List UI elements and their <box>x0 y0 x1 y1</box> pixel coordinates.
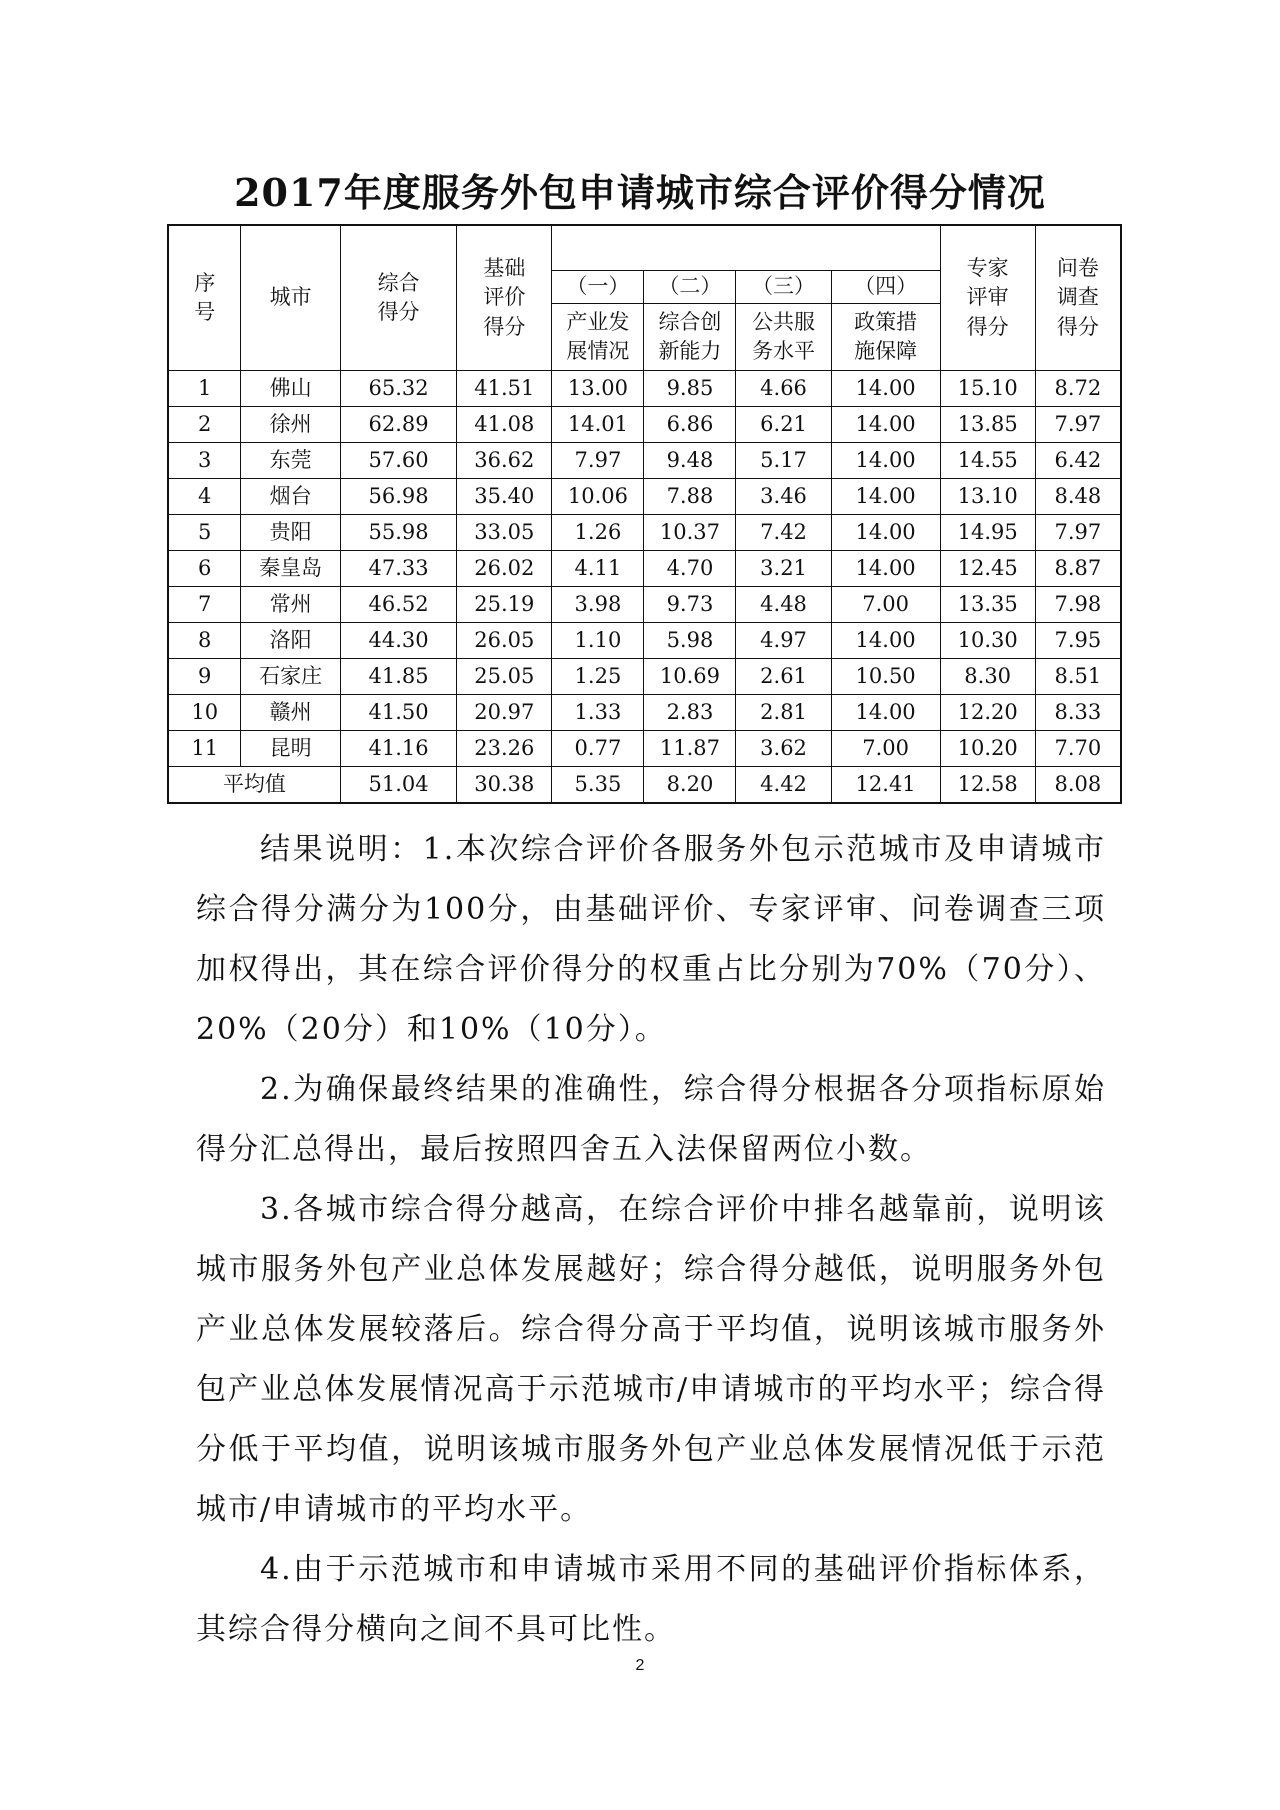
cell-expert: 14.55 <box>940 443 1035 479</box>
cell-sub-3: 2.61 <box>736 659 831 695</box>
cell-seq: 4 <box>168 479 241 515</box>
cell-sub-1: 0.77 <box>552 731 644 767</box>
cell-sub-4: 14.00 <box>831 551 940 587</box>
cell-seq: 1 <box>168 371 241 407</box>
cell-basic: 35.40 <box>457 479 552 515</box>
cell-survey: 7.95 <box>1035 623 1121 659</box>
cell-survey: 7.98 <box>1035 587 1121 623</box>
cell-expert: 13.10 <box>940 479 1035 515</box>
cell-total: 44.30 <box>340 623 456 659</box>
cell-sub-4: 10.50 <box>831 659 940 695</box>
cell-total: 65.32 <box>340 371 456 407</box>
cell-basic: 36.62 <box>457 443 552 479</box>
cell-survey: 7.97 <box>1035 407 1121 443</box>
cell-total: 41.50 <box>340 695 456 731</box>
cell-basic: 30.38 <box>457 767 552 804</box>
cell-sub-2: 9.85 <box>644 371 736 407</box>
cell-sub-1: 5.35 <box>552 767 644 804</box>
table-row <box>168 515 1121 551</box>
header-city: 城市 <box>241 225 340 371</box>
cell-seq: 6 <box>168 551 241 587</box>
cell-sub-4: 14.00 <box>831 371 940 407</box>
cell-expert: 13.35 <box>940 587 1035 623</box>
cell-sub-1: 1.25 <box>552 659 644 695</box>
cell-sub-3: 4.42 <box>736 767 831 804</box>
header-basic: 基础评价得分 <box>457 225 552 371</box>
cell-sub-3: 4.66 <box>736 371 831 407</box>
cell-survey: 8.48 <box>1035 479 1121 515</box>
cell-sub-4: 14.00 <box>831 695 940 731</box>
cell-basic: 23.26 <box>457 731 552 767</box>
cell-sub-3: 3.46 <box>736 479 831 515</box>
cell-sub-4: 7.00 <box>831 587 940 623</box>
header-sub-3-name: 公共服务水平 <box>736 304 831 371</box>
cell-city: 秦皇岛 <box>241 551 340 587</box>
cell-total: 51.04 <box>340 767 456 804</box>
table-row <box>168 587 1121 623</box>
cell-basic: 33.05 <box>457 515 552 551</box>
cell-sub-4: 14.00 <box>831 479 940 515</box>
header-sub-1-name: 产业发展情况 <box>552 304 644 371</box>
cell-total: 41.16 <box>340 731 456 767</box>
cell-seq: 10 <box>168 695 241 731</box>
note-paragraph-4: 4.由于示范城市和申请城市采用不同的基础评价指标体系，其综合得分横向之间不具可比性。 <box>196 1552 1106 1647</box>
header-sub-3-number: （三） <box>736 271 831 304</box>
cell-sub-2: 7.88 <box>644 479 736 515</box>
cell-city: 赣州 <box>241 695 340 731</box>
cell-survey: 8.72 <box>1035 371 1121 407</box>
cell-sub-1: 1.33 <box>552 695 644 731</box>
table-row <box>168 479 1121 515</box>
cell-expert: 12.20 <box>940 695 1035 731</box>
cell-total: 62.89 <box>340 407 456 443</box>
cell-expert: 10.30 <box>940 623 1035 659</box>
header-sub-4-name: 政策措施保障 <box>831 304 940 371</box>
table-row <box>168 551 1121 587</box>
cell-basic: 25.19 <box>457 587 552 623</box>
header-basic-span <box>552 225 940 271</box>
cell-survey: 8.08 <box>1035 767 1121 804</box>
cell-survey: 8.87 <box>1035 551 1121 587</box>
cell-survey: 8.51 <box>1035 659 1121 695</box>
cell-total: 57.60 <box>340 443 456 479</box>
header-sub-2-name: 综合创新能力 <box>644 304 736 371</box>
cell-sub-2: 10.37 <box>644 515 736 551</box>
header-expert: 专家评审得分 <box>940 225 1035 371</box>
cell-sub-2: 10.69 <box>644 659 736 695</box>
table-row-average <box>168 767 1121 804</box>
cell-sub-2: 8.20 <box>644 767 736 804</box>
cell-city: 贵阳 <box>241 515 340 551</box>
table-row <box>168 731 1121 767</box>
header-sub-1-number: （一） <box>552 271 644 304</box>
cell-city: 洛阳 <box>241 623 340 659</box>
cell-sub-1: 10.06 <box>552 479 644 515</box>
cell-expert: 12.58 <box>940 767 1035 804</box>
cell-seq: 11 <box>168 731 241 767</box>
cell-sub-1: 13.00 <box>552 371 644 407</box>
cell-survey: 8.33 <box>1035 695 1121 731</box>
cell-survey: 6.42 <box>1035 443 1121 479</box>
cell-total: 47.33 <box>340 551 456 587</box>
cell-city: 昆明 <box>241 731 340 767</box>
cell-total: 46.52 <box>340 587 456 623</box>
cell-sub-3: 6.21 <box>736 407 831 443</box>
note-paragraph-1: 结果说明：1.本次综合评价各服务外包示范城市及申请城市综合得分满分为100分，由基础评价、专家评审、问卷调查三项加权得出，其在综合评价得分的权重占比分别为70%（70分）、20%（20分）和10%（10分）。 <box>196 832 1106 1047</box>
cell-survey: 7.97 <box>1035 515 1121 551</box>
cell-sub-3: 3.21 <box>736 551 831 587</box>
cell-sub-4: 14.00 <box>831 443 940 479</box>
score-table <box>167 224 1122 804</box>
note-paragraph-3: 3.各城市综合得分越高，在综合评价中排名越靠前，说明该城市服务外包产业总体发展越好；综合得分越低，说明服务外包产业总体发展较落后。综合得分高于平均值，说明该城市服务外包产业总体发展情况高于示范城市/申请城市的平均水平；综合得分低于平均值，说明该城市服务外包产业总体发展情况低于示范城市/申请城市的平均水平。 <box>196 1192 1106 1527</box>
cell-expert: 12.45 <box>940 551 1035 587</box>
header-survey: 问卷调查得分 <box>1035 225 1121 371</box>
table-row <box>168 371 1121 407</box>
cell-city: 烟台 <box>241 479 340 515</box>
cell-expert: 13.85 <box>940 407 1035 443</box>
header-sub-2-number: （二） <box>644 271 736 304</box>
cell-sub-2: 5.98 <box>644 623 736 659</box>
cell-sub-2: 9.73 <box>644 587 736 623</box>
cell-sub-2: 11.87 <box>644 731 736 767</box>
cell-sub-4: 14.00 <box>831 515 940 551</box>
cell-sub-1: 7.97 <box>552 443 644 479</box>
header-row-top <box>168 225 1121 271</box>
cell-sub-1: 3.98 <box>552 587 644 623</box>
cell-expert: 15.10 <box>940 371 1035 407</box>
cell-sub-2: 2.83 <box>644 695 736 731</box>
cell-sub-1: 1.10 <box>552 623 644 659</box>
cell-city: 徐州 <box>241 407 340 443</box>
cell-city: 佛山 <box>241 371 340 407</box>
table-row <box>168 623 1121 659</box>
page-title: 2017年度服务外包申请城市综合评价得分情况 <box>234 170 1046 215</box>
cell-sub-4: 14.00 <box>831 623 940 659</box>
cell-sub-2: 6.86 <box>644 407 736 443</box>
cell-sub-1: 1.26 <box>552 515 644 551</box>
cell-basic: 26.05 <box>457 623 552 659</box>
cell-sub-2: 9.48 <box>644 443 736 479</box>
cell-sub-3: 2.81 <box>736 695 831 731</box>
cell-sub-1: 4.11 <box>552 551 644 587</box>
table-body <box>168 225 1121 803</box>
cell-sub-2: 4.70 <box>644 551 736 587</box>
table-row <box>168 659 1121 695</box>
header-sub-4-number: （四） <box>831 271 940 304</box>
cell-sub-4: 7.00 <box>831 731 940 767</box>
cell-city: 石家庄 <box>241 659 340 695</box>
cell-seq: 8 <box>168 623 241 659</box>
cell-basic: 20.97 <box>457 695 552 731</box>
page-number: 2 <box>635 1657 645 1674</box>
cell-basic: 25.05 <box>457 659 552 695</box>
cell-sub-3: 5.17 <box>736 443 831 479</box>
cell-expert: 10.20 <box>940 731 1035 767</box>
cell-seq: 3 <box>168 443 241 479</box>
cell-survey: 7.70 <box>1035 731 1121 767</box>
cell-sub-4: 14.00 <box>831 407 940 443</box>
table-row <box>168 695 1121 731</box>
cell-seq: 2 <box>168 407 241 443</box>
cell-total: 55.98 <box>340 515 456 551</box>
cell-seq: 5 <box>168 515 241 551</box>
note-paragraph-2: 2.为确保最终结果的准确性，综合得分根据各分项指标原始得分汇总得出，最后按照四舍五入法保留两位小数。 <box>196 1072 1106 1167</box>
cell-total: 41.85 <box>340 659 456 695</box>
notes-section <box>196 820 1106 1660</box>
cell-basic: 41.51 <box>457 371 552 407</box>
cell-sub-4: 12.41 <box>831 767 940 804</box>
cell-city: 常州 <box>241 587 340 623</box>
cell-basic: 41.08 <box>457 407 552 443</box>
cell-average-label: 平均值 <box>168 767 340 804</box>
cell-sub-3: 7.42 <box>736 515 831 551</box>
header-seq: 序号 <box>168 225 241 371</box>
header-total: 综合得分 <box>340 225 456 371</box>
cell-sub-3: 3.62 <box>736 731 831 767</box>
cell-seq: 9 <box>168 659 241 695</box>
cell-basic: 26.02 <box>457 551 552 587</box>
cell-city: 东莞 <box>241 443 340 479</box>
cell-sub-3: 4.97 <box>736 623 831 659</box>
cell-expert: 8.30 <box>940 659 1035 695</box>
table-row <box>168 443 1121 479</box>
cell-sub-1: 14.01 <box>552 407 644 443</box>
cell-seq: 7 <box>168 587 241 623</box>
table-row <box>168 407 1121 443</box>
cell-total: 56.98 <box>340 479 456 515</box>
cell-sub-3: 4.48 <box>736 587 831 623</box>
cell-expert: 14.95 <box>940 515 1035 551</box>
